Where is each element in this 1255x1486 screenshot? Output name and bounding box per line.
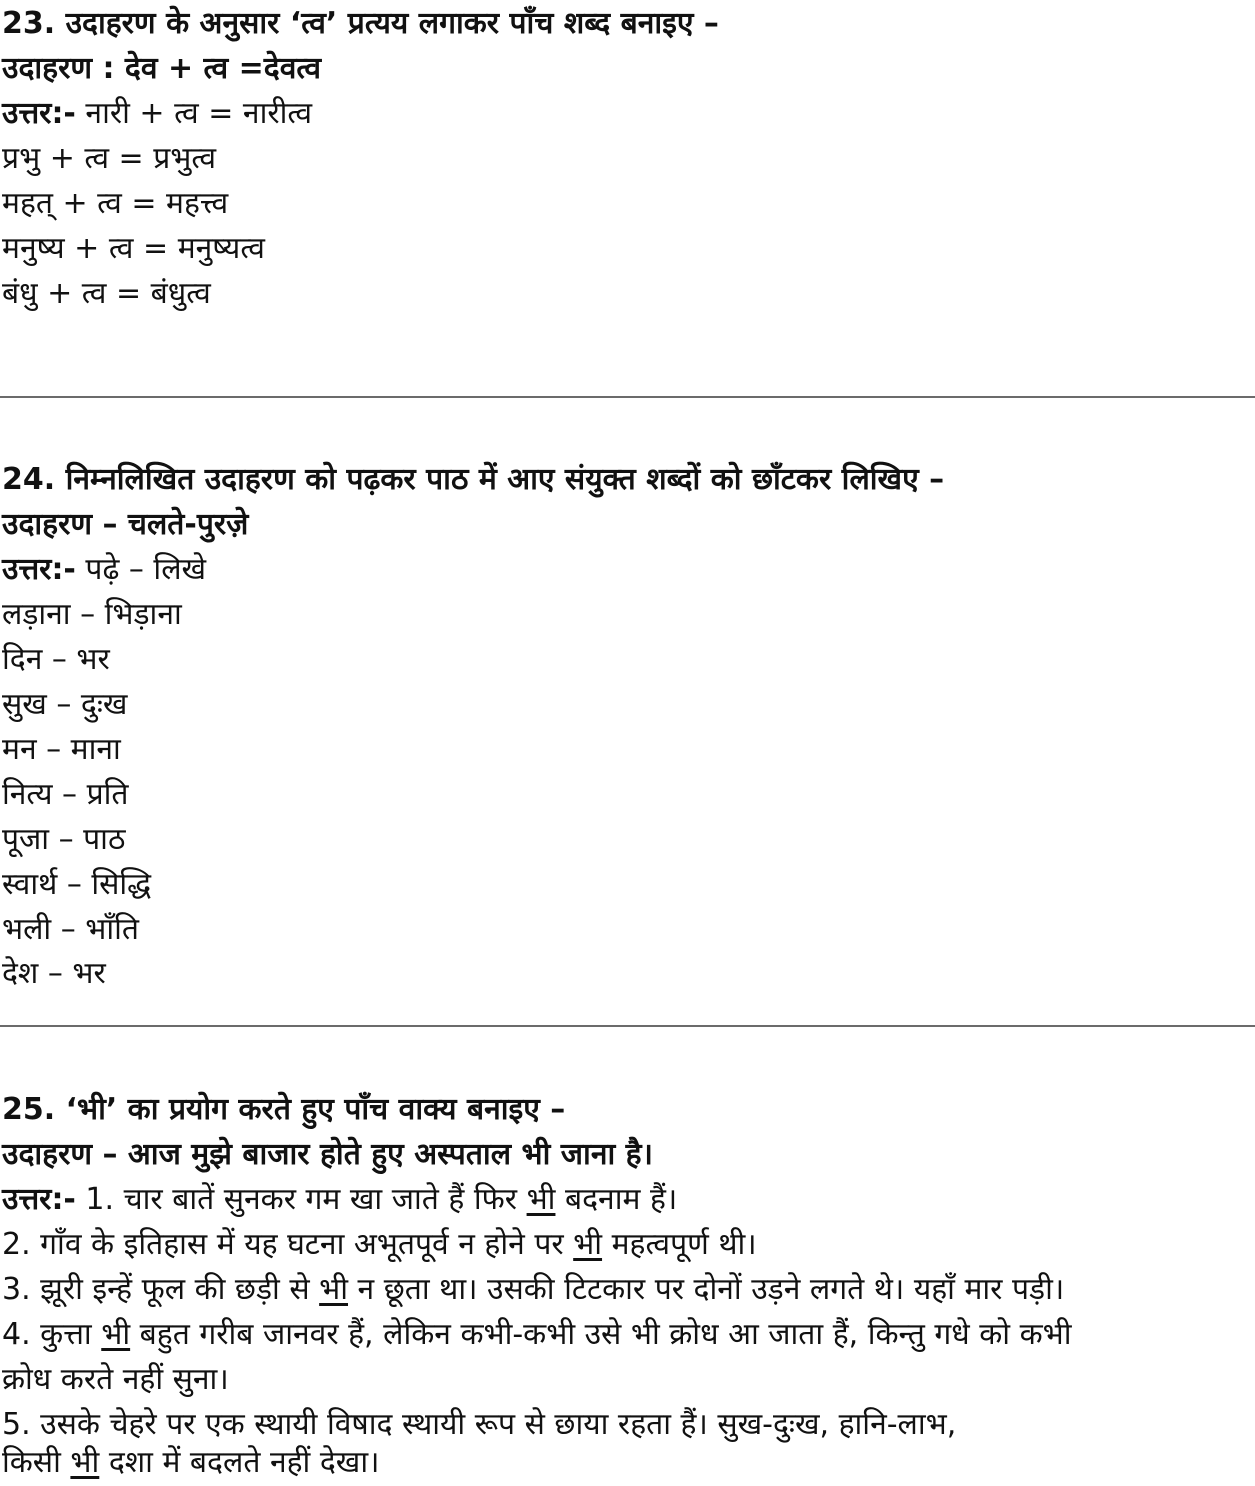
answer-label: उत्तर:- (2, 1182, 76, 1217)
q25-sentence-5: 5. उसके चेहरे पर एक स्थायी विषाद स्थायी रूप से छाया रहता हैं। सुख-दुःख, हानि-लाभ, (2, 1407, 957, 1442)
q23-answer-item: महत् + त्व = महत्त्व (2, 186, 229, 221)
q23-answer-line (2, 92, 312, 136)
q24-answer-item: दिन – भर (2, 642, 110, 677)
underlined-word: भी (101, 1317, 131, 1352)
underlined-word: भी (70, 1445, 100, 1480)
sentence-text: बदनाम हैं। (555, 1182, 678, 1217)
section-divider (0, 1025, 1255, 1027)
q24-answer-item: लड़ाना – भिड़ाना (2, 597, 182, 632)
underlined-word: भी (526, 1182, 556, 1217)
q25-sentence-4-continued: क्रोध करते नहीं सुना। (2, 1362, 229, 1397)
q24-answer-item: स्वार्थ – सिद्धि (2, 867, 152, 902)
sentence-text: महत्वपूर्ण थी। (602, 1227, 757, 1262)
sentence-text: 2. गाँव के इतिहास में यह घटना अभूतपूर्व न होने पर (2, 1227, 574, 1262)
underlined-word: भी (573, 1227, 603, 1262)
q24-answer-item: नित्य – प्रति (2, 777, 129, 812)
sentence-text: 4. कुत्ता (2, 1317, 102, 1352)
sentence-text: दशा में बदलते नहीं देखा। (99, 1445, 380, 1480)
q24-answer-item: पूजा – पाठ (2, 822, 126, 857)
answer-label: उत्तर:- (2, 96, 76, 131)
q24-answer-item: भली – भाँति (2, 912, 140, 947)
sentence-text: न छूता था। उसकी टिटकार पर दोनों उड़ने लगते थे। यहाँ मार पड़ी। (348, 1272, 1065, 1307)
q25-example: उदाहरण – आज मुझे बाजार होते हुए अस्पताल भी जाना है। (2, 1137, 653, 1172)
answer-label: उत्तर:- (2, 552, 76, 587)
sentence-text: किसी (2, 1445, 71, 1480)
q24-example: उदाहरण – चलते-पुरज़े (2, 507, 249, 542)
q24-heading: 24. निम्नलिखित उदाहरण को पढ़कर पाठ में आए संयुक्त शब्दों को छाँटकर लिखिए – (2, 462, 945, 497)
q25-sentence-1 (2, 1178, 677, 1222)
q24-answer-item: मन – माना (2, 732, 121, 767)
q23-answer-item: बंधु + त्व = बंधुत्व (2, 276, 211, 311)
sentence-text: बहुत गरीब जानवर हैं, लेकिन कभी-कभी उसे भी क्रोध आ जाता हैं, किन्तु गधे को कभी (130, 1317, 1072, 1352)
q23-answer-item: मनुष्य + त्व = मनुष्यत्व (2, 231, 265, 266)
q25-sentence-2 (2, 1223, 757, 1267)
section-divider (0, 396, 1255, 398)
answer-text: नारी + त्व = नारीत्व (75, 96, 313, 131)
q25-sentence-3 (2, 1268, 1064, 1312)
q25-sentence-5-continued (2, 1441, 379, 1485)
q23-example: उदाहरण : देव + त्व =देवत्व (2, 51, 322, 86)
q25-sentence-4 (2, 1313, 1072, 1357)
underlined-word: भी (319, 1272, 349, 1307)
q24-answer-item: सुख – दुःख (2, 687, 128, 722)
answer-text: पढ़े – लिखे (75, 552, 207, 587)
q25-heading: 25. ‘भी’ का प्रयोग करते हुए पाँच वाक्य बनाइए – (2, 1092, 566, 1127)
q23-answer-item: प्रभु + त्व = प्रभुत्व (2, 141, 216, 176)
q24-answer-item: देश – भर (2, 956, 106, 991)
sentence-text: 3. झूरी इन्हें फूल की छड़ी से (2, 1272, 320, 1307)
q24-answer-line (2, 548, 206, 592)
q23-heading: 23. उदाहरण के अनुसार ‘त्व’ प्रत्यय लगाकर पाँच शब्द बनाइए – (2, 6, 719, 41)
sentence-text: 1. चार बातें सुनकर गम खा जाते हैं फिर (75, 1182, 527, 1217)
